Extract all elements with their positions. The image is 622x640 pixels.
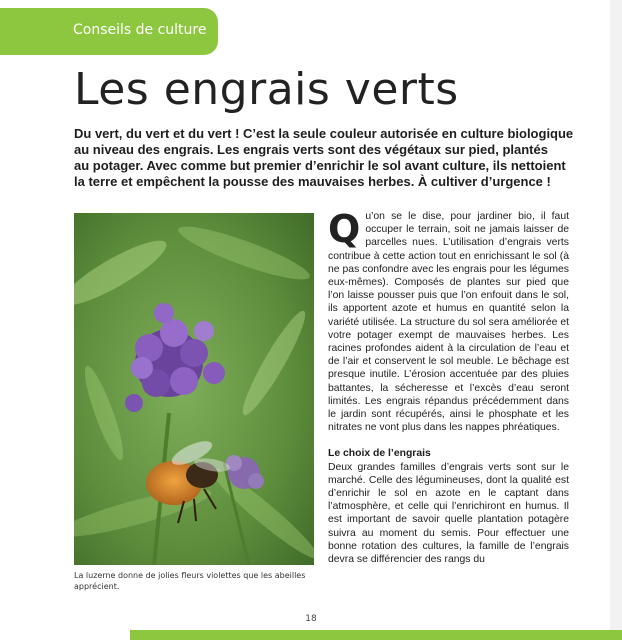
body-paragraph: Deux grandes familles d’engrais verts sont sur le marché. Celle des légumineuses, dont la qualité est d’enrichir le sol en azote en le captant dans l’atmosphère, et celle qui l’enrichiront en humus. Il est important de savoir quelle plantation potagère suivra au moment du semis. Pour effectuer une bonne rotation des cultures, la famille de l’engrais devra se différencier des rangs du: [328, 461, 569, 566]
page-number: 18: [305, 614, 317, 624]
section-label: Conseils de culture: [73, 22, 207, 38]
intro-line: au niveau des engrais. Les engrais verts sont des végétaux sur pied, plantés: [74, 142, 548, 157]
section-tab: [0, 8, 218, 55]
paragraph-text: u’on se le dise, pour jardiner bio, il faut occuper le terrain, soit ne jamais laisser de parcelles nues. L’utilisation d’engrais verts contribue à cette action tout en enrichissant le sol (à ne pas confondre avec les engrais pour les légumes eux-mêmes). Composés de plantes sur pied que l’on laisse pousser puis que l’on enfouit dans le sol, ils apportent azote et humus en quantité selon la variété utilisée. La structure du sol sera améliorée et votre potager exempt de mauvaises herbes. Les racines profondes aident à la circulation de l’eau et de l’air et conservent le sol meuble. Le bêchage est presque inutile. L’érosion accentuée par des pluies battantes, la sécheresse et l’excès d’eau seront limités. Les engrais répandus précédemment dans le jardin sont récupérés, ainsi le phosphate et les nitrates ne vont plus dans les nappes phréatiques.: [328, 211, 569, 434]
page-title: Les engrais verts: [74, 64, 459, 115]
intro-line: la terre et empêchent la pousse des mauvaises herbes. À cultiver d’urgence !: [74, 174, 551, 189]
intro-line: Du vert, du vert et du vert ! C’est la seule couleur autorisée en culture biologique: [74, 126, 574, 141]
section-subheading: Le choix de l’engrais: [328, 448, 431, 460]
intro-line: au potager. Avec comme but premier d’enrichir le sol avant culture, ils nettoient: [74, 158, 566, 173]
footer-bar: [130, 630, 622, 640]
page-edge-shadow: [610, 0, 622, 630]
photo-caption: La luzerne donne de jolies fleurs violettes que les abeilles apprécient.: [74, 571, 306, 591]
intro-paragraph: [74, 126, 574, 190]
article-body: [328, 207, 569, 566]
drop-cap: Q: [328, 207, 361, 251]
body-paragraph: [328, 207, 569, 434]
alfalfa-bee-photo: [74, 213, 314, 565]
